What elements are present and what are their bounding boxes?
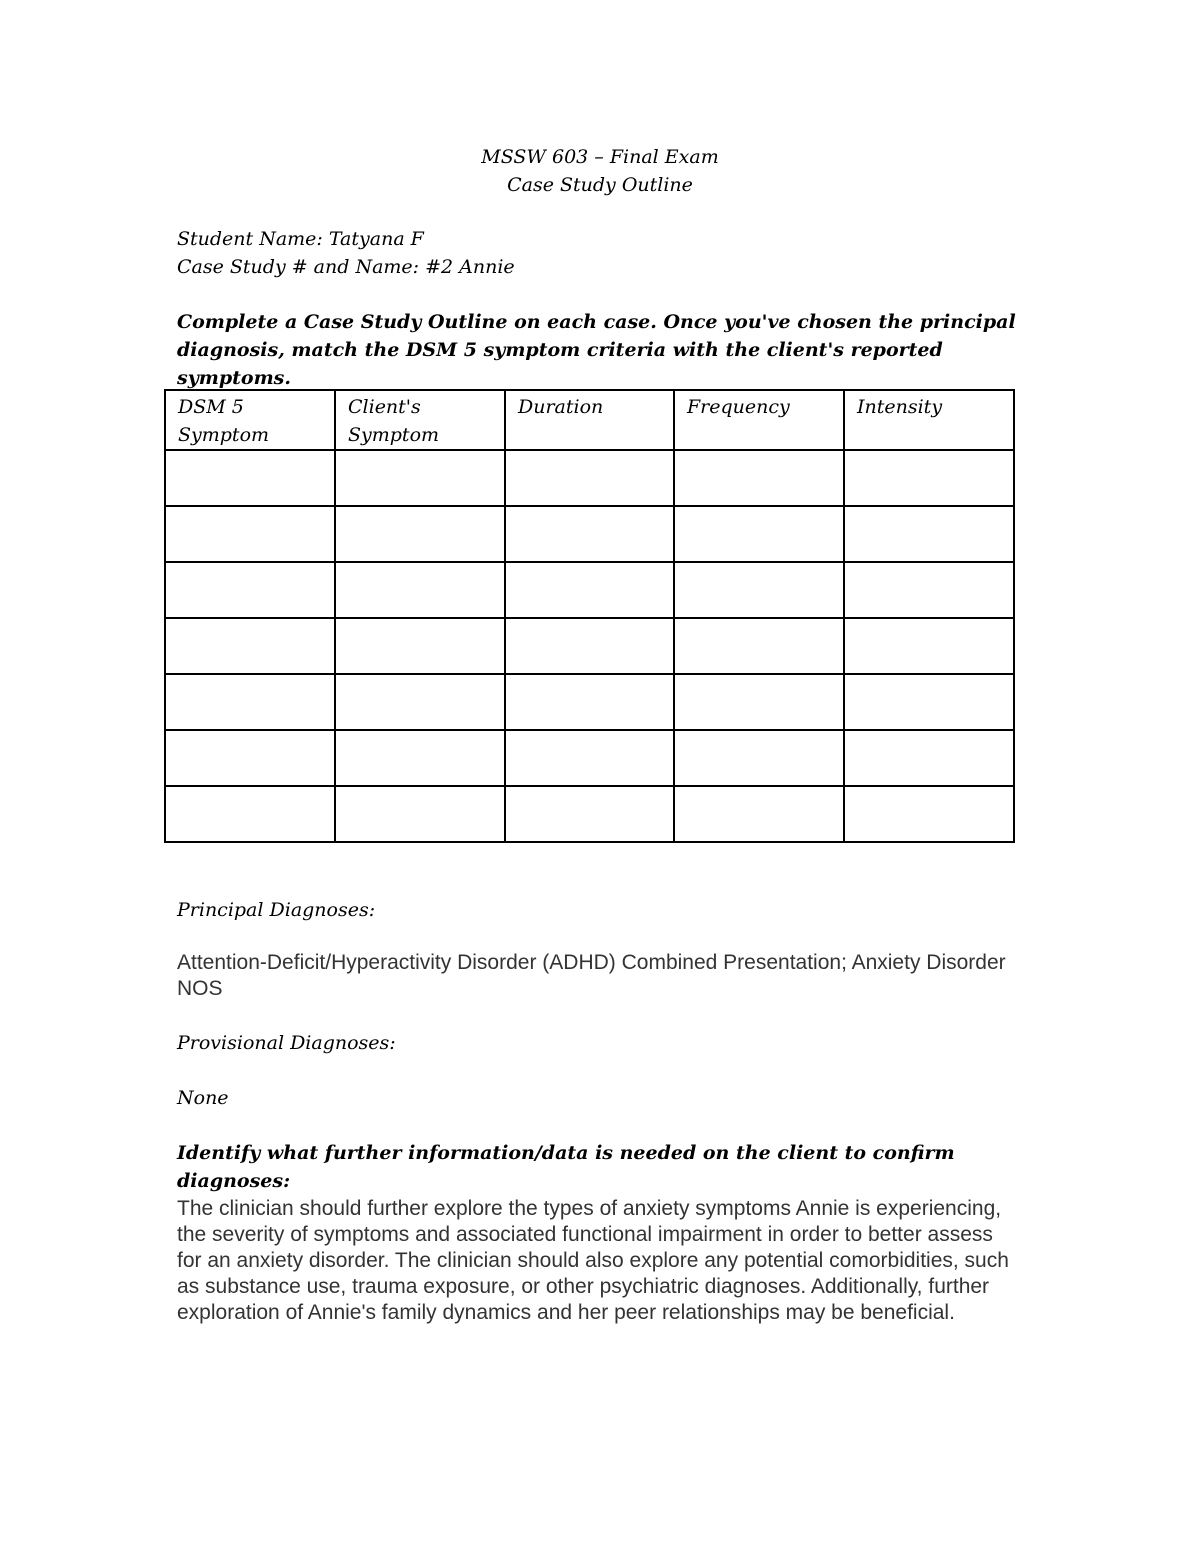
outline-subtitle: Case Study Outline	[507, 174, 693, 196]
table-cell[interactable]	[674, 506, 844, 562]
table-cell[interactable]	[674, 674, 844, 730]
table-cell[interactable]	[165, 674, 335, 730]
table-cell[interactable]	[844, 506, 1014, 562]
table-cell[interactable]	[844, 730, 1014, 786]
table-cell[interactable]	[505, 786, 674, 842]
document-header	[0, 143, 1200, 199]
table-cell[interactable]	[844, 786, 1014, 842]
table-cell[interactable]	[674, 786, 844, 842]
table-header-row	[165, 390, 1014, 450]
table-cell[interactable]	[165, 786, 335, 842]
table-cell[interactable]	[844, 618, 1014, 674]
instructions: Complete a Case Study Outline on each case. Once you've chosen the principal diagnosis, match the DSM 5 symptom criteria with the client's reported symptoms.	[177, 311, 1016, 389]
table-row	[165, 786, 1014, 842]
symptom-table	[164, 389, 1015, 843]
provisional-diagnoses-text: None	[177, 1087, 229, 1109]
table-cell[interactable]	[335, 562, 505, 618]
table-cell[interactable]	[505, 562, 674, 618]
table-row	[165, 506, 1014, 562]
exam-title: MSSW 603 – Final Exam	[481, 146, 719, 168]
student-info	[177, 225, 1037, 281]
further-info-label: Identify what further information/data is needed on the client to confirm diagnoses:	[177, 1142, 955, 1192]
table-cell[interactable]	[674, 730, 844, 786]
table-cell[interactable]	[505, 730, 674, 786]
table-cell[interactable]	[335, 674, 505, 730]
table-cell[interactable]	[674, 450, 844, 506]
table-cell[interactable]	[335, 730, 505, 786]
table-cell[interactable]	[505, 450, 674, 506]
column-header-intensity: Intensity	[844, 390, 1014, 450]
table-cell[interactable]	[844, 562, 1014, 618]
table-cell[interactable]	[165, 506, 335, 562]
case-study-name: Case Study # and Name: #2 Annie	[177, 256, 515, 278]
table-cell[interactable]	[674, 562, 844, 618]
table-row	[165, 674, 1014, 730]
table-cell[interactable]	[335, 450, 505, 506]
table-cell[interactable]	[505, 618, 674, 674]
table-row	[165, 562, 1014, 618]
provisional-diagnoses-label: Provisional Diagnoses:	[177, 1032, 396, 1054]
table-row	[165, 450, 1014, 506]
column-header-duration: Duration	[505, 390, 674, 450]
table-cell[interactable]	[844, 450, 1014, 506]
table-cell[interactable]	[165, 730, 335, 786]
table-cell[interactable]	[335, 506, 505, 562]
column-header-dsm5-symptom: DSM 5 Symptom	[165, 390, 335, 450]
table-cell[interactable]	[165, 450, 335, 506]
table-cell[interactable]	[335, 618, 505, 674]
table-cell[interactable]	[844, 674, 1014, 730]
table-cell[interactable]	[674, 618, 844, 674]
principal-diagnoses-label: Principal Diagnoses:	[177, 899, 376, 921]
column-header-frequency: Frequency	[674, 390, 844, 450]
table-row	[165, 618, 1014, 674]
further-info-text: The clinician should further explore the types of anxiety symptoms Annie is experiencing, the severity of symptoms and associated functional impairment in order to better assess for an anxiety disorder. The clinician should also explore any potential comorbidities, such as substance use, trauma exposure, or other psychiatric diagnoses. Additionally, further exploration of Annie's family dynamics and her peer relationships may be beneficial.	[177, 1197, 1009, 1324]
table-cell[interactable]	[165, 618, 335, 674]
table-cell[interactable]	[505, 674, 674, 730]
column-header-clients-symptom: Client's Symptom	[335, 390, 505, 450]
principal-diagnoses-text: Attention-Deficit/Hyperactivity Disorder (ADHD) Combined Presentation; Anxiety Disorder NOS	[177, 951, 1006, 1000]
table-cell[interactable]	[335, 786, 505, 842]
table-cell[interactable]	[165, 562, 335, 618]
student-name: Student Name: Tatyana F	[177, 228, 424, 250]
table-cell[interactable]	[505, 506, 674, 562]
table-row	[165, 730, 1014, 786]
